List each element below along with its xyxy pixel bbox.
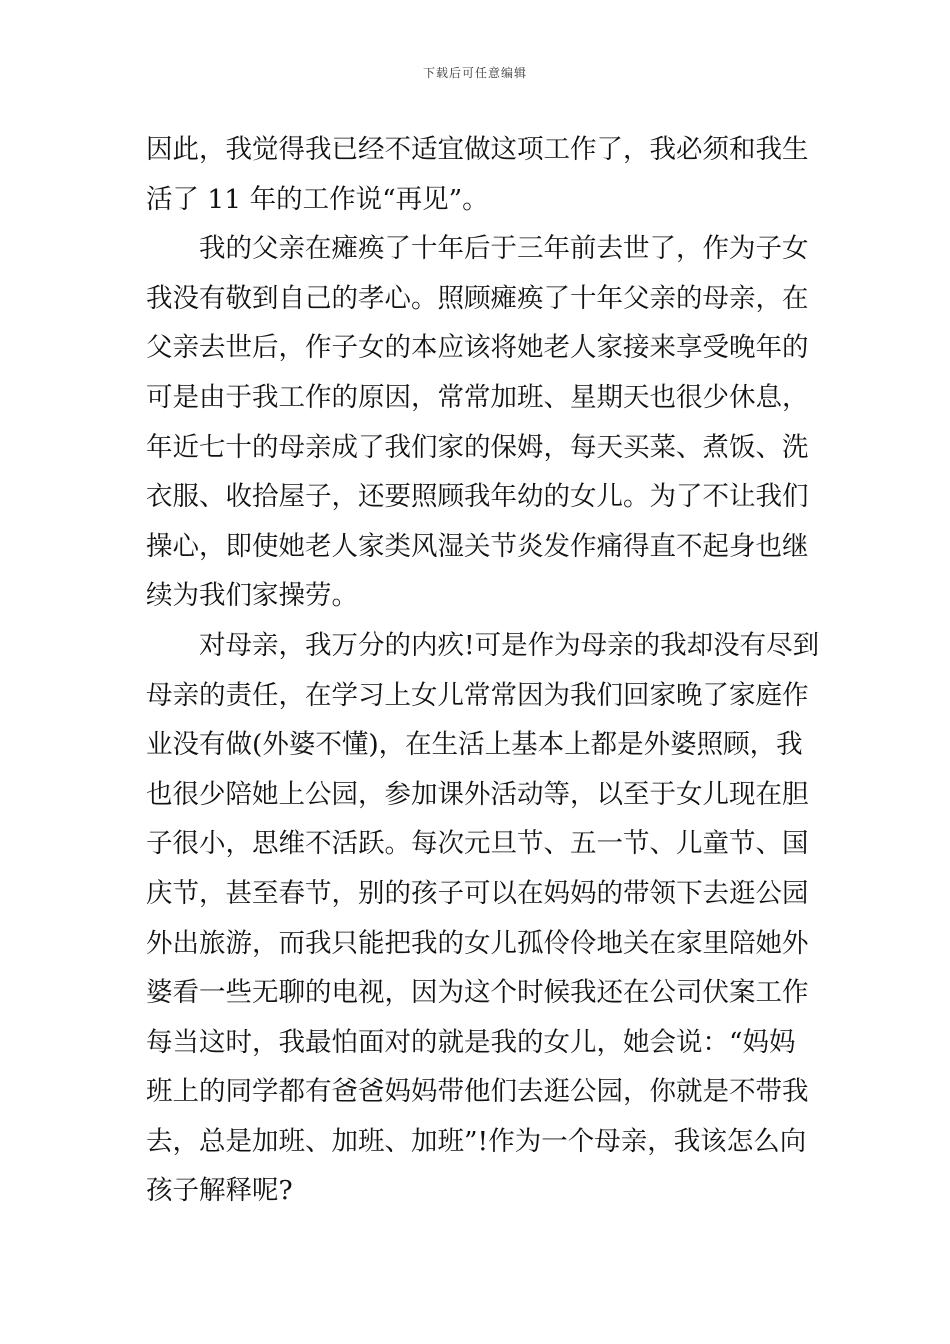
text-line: 年近七十的母亲成了我们家的保姆，每天买菜、煮饭、洗 xyxy=(146,431,809,463)
text-line: 我没有敬到自己的孝心。照顾瘫痪了十年父亲的母亲，在 xyxy=(146,282,809,314)
paragraph-start-line: 我的父亲在瘫痪了十年后于三年前去世了，作为子女 xyxy=(199,233,809,265)
body-text xyxy=(146,125,820,1216)
text-line: 婆看一些无聊的电视，因为这个时候我还在公司伏案工作 xyxy=(146,977,809,1009)
text-line: 因此，我觉得我已经不适宜做这项工作了，我必须和我生 xyxy=(146,134,809,165)
text-line: 衣服、收拾屋子，还要照顾我年幼的女儿。为了不让我们 xyxy=(146,481,809,513)
text-line: 庆节，甚至春节，别的孩子可以在妈妈的带领下去逛公园 xyxy=(146,877,809,909)
text-line: 业没有做(外婆不懂)，在生活上基本上都是外婆照顾，我 xyxy=(146,729,803,761)
text-line: 可是由于我工作的原因，常常加班、星期天也很少休息， xyxy=(146,381,809,413)
text-line: 外出旅游，而我只能把我的女儿孤伶伶地关在家里陪她外 xyxy=(146,927,809,959)
text-line: 班上的同学都有爸爸妈妈带他们去逛公园，你就是不带我 xyxy=(146,1076,809,1108)
text-line: 活了 11 年的工作说“再见”。 xyxy=(146,183,489,215)
text-line: 去，总是加班、加班、加班”!作为一个母亲，我该怎么向 xyxy=(146,1125,807,1157)
page-header: 下载后可任意编辑 xyxy=(422,66,527,80)
text-line: 也很少陪她上公园，参加课外活动等，以至于女儿现在胆 xyxy=(146,778,809,810)
text-line: 每当这时，我最怕面对的就是我的女儿，她会说：“妈妈 xyxy=(146,1026,796,1058)
text-line: 母亲的责任，在学习上女儿常常因为我们回家晚了家庭作 xyxy=(146,679,809,711)
text-line: 续为我们家操劳。 xyxy=(146,580,358,612)
text-line: 操心，即使她老人家类风湿关节炎发作痛得直不起身也继 xyxy=(146,530,809,562)
text-line: 孩子解释呢? xyxy=(146,1175,293,1207)
paragraph-start-line: 对母亲，我万分的内疚!可是作为母亲的我却没有尽到 xyxy=(199,629,820,661)
text-line: 父亲去世后，作子女的本应该将她老人家接来享受晚年的 xyxy=(146,332,809,364)
text-line: 子很小，思维不活跃。每次元旦节、五一节、儿童节、国 xyxy=(146,828,809,860)
